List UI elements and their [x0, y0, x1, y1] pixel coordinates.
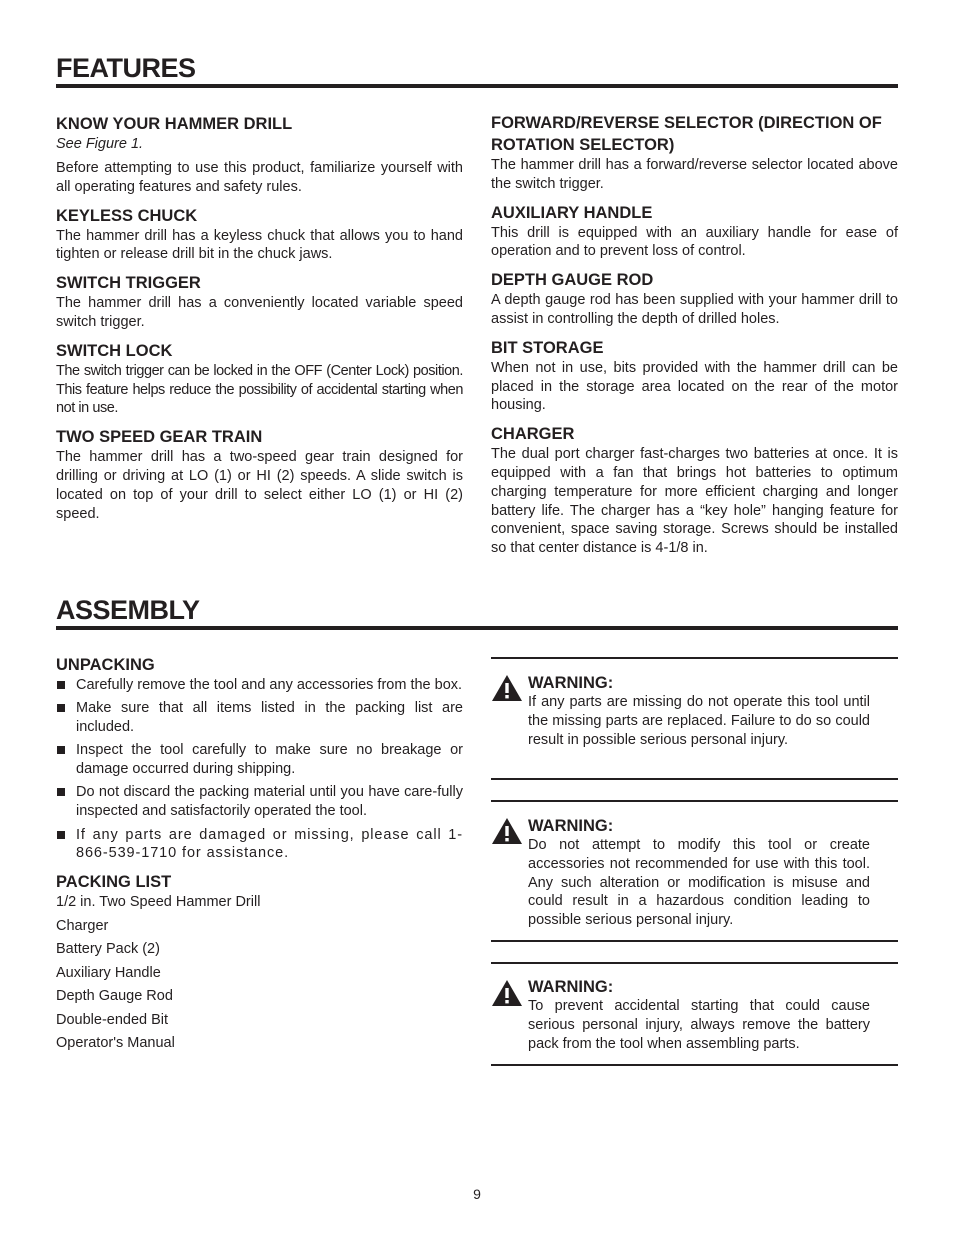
unpacking-list: [56, 676, 463, 863]
warning-triangle-icon: [491, 674, 523, 702]
unpacking-section: [56, 654, 463, 863]
square-bullet-icon: [57, 831, 65, 839]
two-speed-gear-train-section: [56, 426, 463, 523]
section-heading: PACKING LIST: [56, 873, 172, 892]
warning-box-missing-parts: [491, 657, 898, 780]
section-heading: DEPTH GAUGE ROD: [491, 271, 654, 290]
warning-text: To prevent accidental starting that could cause serious personal injury, always remove the battery pack from the tool when assembling parts.: [528, 998, 870, 1052]
charger-section: [491, 423, 898, 558]
page-number: 9: [473, 1186, 481, 1202]
warning-body: [528, 673, 870, 749]
square-bullet-icon: [57, 704, 65, 712]
section-heading: FORWARD/REVERSE SELECTOR (DIRECTION OF ROTATION SELECTOR): [491, 114, 882, 154]
list-item: Make sure that all items listed in the packing list are included.: [56, 699, 463, 737]
warning-title: WARNING:: [528, 978, 614, 996]
auxiliary-handle-section: [491, 202, 898, 262]
list-item: Inspect the tool carefully to make sure no breakage or damage occurred during shipping.: [56, 741, 463, 779]
features-right-column: [491, 112, 898, 566]
warning-triangle-icon: [491, 979, 523, 1007]
switch-lock-section: [56, 340, 463, 418]
section-text: When not in use, bits provided with the hammer drill can be placed in the storage area located on the rear of the motor housing.: [491, 359, 898, 414]
depth-gauge-rod-section: [491, 269, 898, 329]
section-text: Before attempting to use this product, familiarize yourself with all operating features and safety rules.: [56, 160, 463, 195]
section-heading: CHARGER: [491, 425, 575, 444]
section-text: The hammer drill has a forward/reverse selector located above the switch trigger.: [491, 157, 898, 192]
packing-list-item: Auxiliary Handle: [56, 964, 161, 981]
assembly-title: ASSEMBLY: [56, 595, 200, 625]
list-item: If any parts are damaged or missing, please call 1-866-539-1710 for assistance.: [56, 826, 463, 864]
assembly-rule: [56, 626, 898, 630]
packing-list-item: Charger: [56, 917, 109, 934]
section-heading: UNPACKING: [56, 656, 155, 674]
section-text: The hammer drill has a conveniently located variable speed switch trigger.: [56, 295, 463, 330]
section-heading: KEYLESS CHUCK: [56, 206, 198, 225]
features-left-column: [56, 113, 463, 531]
section-heading: AUXILIARY HANDLE: [491, 203, 653, 222]
warning-box-accidental-starting: [491, 962, 898, 1066]
section-heading: BIT STORAGE: [491, 338, 604, 357]
warning-title: WARNING:: [528, 674, 614, 692]
section-heading: SWITCH LOCK: [56, 341, 173, 360]
figure-reference: See Figure 1.: [56, 136, 144, 152]
list-item: Do not discard the packing material until you have care-fully inspected and satisfactorily operated the tool.: [56, 783, 463, 821]
features-title: FEATURES: [56, 53, 196, 83]
section-text: The switch trigger can be locked in the OFF (Center Lock) position. This feature helps reduce the possibility of accidental starting when not in use.: [56, 362, 463, 417]
warning-text: If any parts are missing do not operate this tool until the missing parts are replaced. Failure to do so could result in possible serious personal injury.: [528, 694, 870, 748]
forward-reverse-selector-section: [491, 112, 898, 194]
section-heading: TWO SPEED GEAR TRAIN: [56, 428, 263, 447]
features-rule: [56, 84, 898, 88]
packing-list-item: Operator's Manual: [56, 1035, 175, 1052]
section-text: The hammer drill has a two-speed gear train designed for drilling or driving at LO (1) or HI (2) speeds. A slide switch is located on top of your drill to select either LO (1) or HI (2) speed.: [56, 449, 463, 522]
warning-triangle-icon: [491, 817, 523, 845]
section-text: The dual port charger fast-charges two batteries at once. It is equipped with a fan that brings hot batteries to optimum charging temperature for more efficient charging and longer battery life. The charger has a “key hole” hanging feature for convenient, space saving storage. Screws should be installed so that center distance is 4-1/8 in.: [491, 446, 898, 557]
warning-body: [528, 816, 870, 930]
switch-trigger-section: [56, 272, 463, 332]
know-your-hammer-drill-section: [56, 113, 463, 197]
packing-list-section: [56, 871, 463, 1052]
packing-list-item: Depth Gauge Rod: [56, 988, 173, 1005]
section-text: This drill is equipped with an auxiliary handle for ease of operation and to prevent loss of control.: [491, 224, 898, 260]
packing-list-item: Double-ended Bit: [56, 1011, 169, 1028]
assembly-left-column: [56, 654, 463, 1060]
section-text: A depth gauge rod has been supplied with your hammer drill to assist in controlling the depth of drilled holes.: [491, 292, 898, 327]
section-text: The hammer drill has a keyless chuck that allows you to hand tighten or release drill bit in the chuck jaws.: [56, 227, 463, 263]
warning-title: WARNING:: [528, 817, 614, 835]
square-bullet-icon: [57, 746, 65, 754]
warning-body: [528, 977, 870, 1053]
square-bullet-icon: [57, 788, 65, 796]
square-bullet-icon: [57, 681, 65, 689]
keyless-chuck-section: [56, 205, 463, 265]
warning-text: Do not attempt to modify this tool or create accessories not recommended for use with this tool. Any such alteration or modification is misuse and could result in a hazardous condition leading to possible serious personal injury.: [528, 837, 870, 929]
section-heading: KNOW YOUR HAMMER DRILL: [56, 115, 293, 133]
packing-list-item: 1/2 in. Two Speed Hammer Drill: [56, 894, 261, 911]
section-heading: SWITCH TRIGGER: [56, 274, 201, 293]
warning-box-modify-tool: [491, 800, 898, 942]
packing-list-item: Battery Pack (2): [56, 941, 160, 958]
list-item: Carefully remove the tool and any accessories from the box.: [56, 676, 463, 695]
bit-storage-section: [491, 337, 898, 415]
